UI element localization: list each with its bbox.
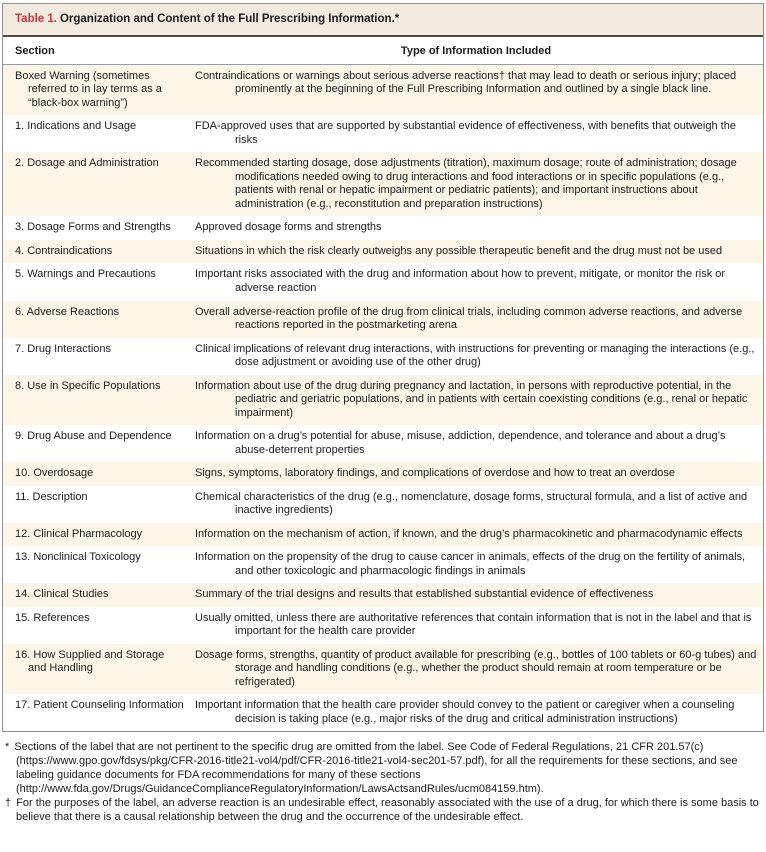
table-row bbox=[3, 546, 763, 583]
section-cell: 17. Patient Counseling Information bbox=[15, 699, 184, 712]
info-cell: Signs, symptoms, laboratory findings, and complications of overdose and how to treat an overdose bbox=[195, 467, 675, 480]
footnote-text: For the purposes of the label, an adverse reaction is an undesirable effect, reasonably associated with the use of a drug, for which there is some basis to believe that there is a causal relationship between the drug and the occurrence of the undesirable effect. bbox=[16, 796, 759, 823]
section-cell: Boxed Warning (sometimes referred to in lay terms as a “black-box warning”) bbox=[15, 69, 162, 109]
table-title: Organization and Content of the Full Prescribing Information.* bbox=[59, 13, 400, 25]
column-header-section: Section bbox=[15, 44, 55, 57]
section-cell: 13. Nonclinical Toxicology bbox=[15, 551, 141, 564]
info-cell: Dosage forms, strengths, quantity of product available for prescribing (e.g., bottles of 100 tablets or 60-g tubes) and storage and handling conditions (e.g., whether the product should remain at room temperature or be refrigerated) bbox=[195, 648, 757, 688]
section-cell: 10. Overdosage bbox=[15, 467, 94, 480]
table-row bbox=[3, 263, 763, 300]
section-cell: 4. Contraindications bbox=[15, 244, 113, 257]
section-cell: 3. Dosage Forms and Strengths bbox=[15, 221, 171, 234]
table-body bbox=[3, 65, 763, 732]
table-row bbox=[3, 523, 763, 547]
section-cell: 15. References bbox=[15, 611, 90, 624]
info-cell: Clinical implications of relevant drug interactions, with instructions for preventing or managing the interactions (e.g., dose adjustment or avoiding use of the other drug) bbox=[195, 342, 755, 369]
footnote-marker: † bbox=[5, 796, 15, 809]
section-cell: 2. Dosage and Administration bbox=[15, 157, 159, 170]
section-cell: 16. How Supplied and Storage and Handling bbox=[15, 648, 165, 675]
table-row bbox=[3, 644, 763, 695]
footnotes bbox=[5, 741, 762, 824]
footnote-marker: * bbox=[5, 741, 13, 754]
section-cell: 8. Use in Specific Populations bbox=[15, 379, 161, 392]
info-cell: Important information that the health care provider should convey to the patient or caregiver when a counseling decision is taking place (e.g., major risks of the drug and critical administration instructions) bbox=[195, 699, 735, 725]
info-cell: Contraindications or warnings about serious adverse reactions† that may lead to death or serious injury; placed prominently at the beginning of the Full Prescribing Information and outlined by a single black line. bbox=[195, 69, 737, 96]
table-number: Table 1. bbox=[15, 13, 57, 25]
section-cell: 7. Drug Interactions bbox=[15, 342, 111, 355]
table-row bbox=[3, 694, 763, 731]
info-cell: Information about use of the drug during pregnancy and lactation, in persons with reproductive potential, in the pediatric and geriatric populations, and in patients with certain coexisting conditions (e.g., renal or hepatic impairment) bbox=[195, 379, 748, 419]
section-cell: 6. Adverse Reactions bbox=[15, 305, 119, 318]
info-cell: Information on the mechanism of action, if known, and the drug’s pharmacokinetic and pharmacodynamic effects bbox=[195, 527, 743, 540]
info-cell: FDA-approved uses that are supported by substantial evidence of effectiveness, with benefits that outweigh the risks bbox=[195, 120, 736, 146]
section-cell: 9. Drug Abuse and Dependence bbox=[15, 430, 172, 443]
info-cell: Important risks associated with the drug and information about how to prevent, mitigate, or monitor the risk or adverse reaction bbox=[195, 268, 726, 294]
section-cell: 1. Indications and Usage bbox=[15, 120, 137, 133]
table-row bbox=[3, 301, 763, 338]
info-cell: Information on a drug’s potential for abuse, misuse, addiction, dependence, and tolerance and about a drug’s abuse-deterrent properties bbox=[195, 430, 726, 456]
info-cell: Recommended starting dosage, dose adjustments (titration), maximum dosage; route of administration; dosage modifications needed owing to drug interactions and food interactions or in specific populations (e.g., patients with renal or hepatic impairment or pediatric patients); and important instructions about administration (e.g., reconstitution and preparation instructions) bbox=[195, 157, 737, 210]
info-cell: Usually omitted, unless there are authoritative references that contain information that is not in the label and that is important for the health care provider bbox=[195, 611, 752, 638]
table-row bbox=[3, 65, 763, 116]
table-row bbox=[3, 115, 763, 152]
table-figure bbox=[2, 3, 764, 825]
info-cell: Overall adverse-reaction profile of the drug from clinical trials, including common adverse reactions, and adverse reactions reported in the postmarketing arena bbox=[195, 305, 743, 332]
footnote bbox=[5, 797, 762, 825]
table-row bbox=[3, 375, 763, 426]
info-cell: Information on the propensity of the drug to cause cancer in animals, effects of the drug on the fertility of animals, and other toxicologic and pharmacologic findings in animals bbox=[195, 551, 746, 577]
table-row bbox=[3, 152, 763, 216]
section-cell: 11. Description bbox=[15, 490, 88, 503]
column-header-info: Type of Information Included bbox=[400, 44, 552, 57]
info-cell: Summary of the trial designs and results that established substantial evidence of effectiveness bbox=[195, 588, 654, 601]
table-row bbox=[3, 240, 763, 264]
table-row bbox=[3, 425, 763, 462]
info-cell: Chemical characteristics of the drug (e.g., nomenclature, dosage forms, structural formula, and a list of active and inactive ingredients) bbox=[195, 490, 748, 517]
table-row bbox=[3, 338, 763, 375]
table-title-bar bbox=[3, 4, 763, 37]
section-cell: 12. Clinical Pharmacology bbox=[15, 527, 143, 540]
prescribing-info-table bbox=[2, 3, 764, 732]
table-row bbox=[3, 583, 763, 607]
table-header-row bbox=[3, 37, 763, 65]
info-cell: Approved dosage forms and strengths bbox=[195, 221, 382, 234]
table-row bbox=[3, 607, 763, 644]
section-cell: 5. Warnings and Precautions bbox=[15, 268, 156, 281]
table-row bbox=[3, 216, 763, 240]
footnote bbox=[5, 741, 762, 796]
info-cell: Situations in which the risk clearly outweighs any possible therapeutic benefit and the drug must not be used bbox=[195, 244, 723, 257]
table-row bbox=[3, 462, 763, 486]
footnote-text: Sections of the label that are not pertinent to the specific drug are omitted from the label. See Code of Federal Regulations, 21 CFR 201.57(c) (https://www.gpo.gov/fdsys/pkg/CFR-2016-title21-vol4/pdf/CFR-2016-title21-vol4-sec201-57.pdf), for all the requirements for these sections, and see labeling guidance documents for FDA recommendations for many of these sections (http://www.fda.gov/Drugs/GuidanceComplianceRegulatoryInformation/LawsActsandRules/ucm084159.htm). bbox=[14, 741, 738, 795]
table-row bbox=[3, 486, 763, 523]
section-cell: 14. Clinical Studies bbox=[15, 588, 109, 601]
